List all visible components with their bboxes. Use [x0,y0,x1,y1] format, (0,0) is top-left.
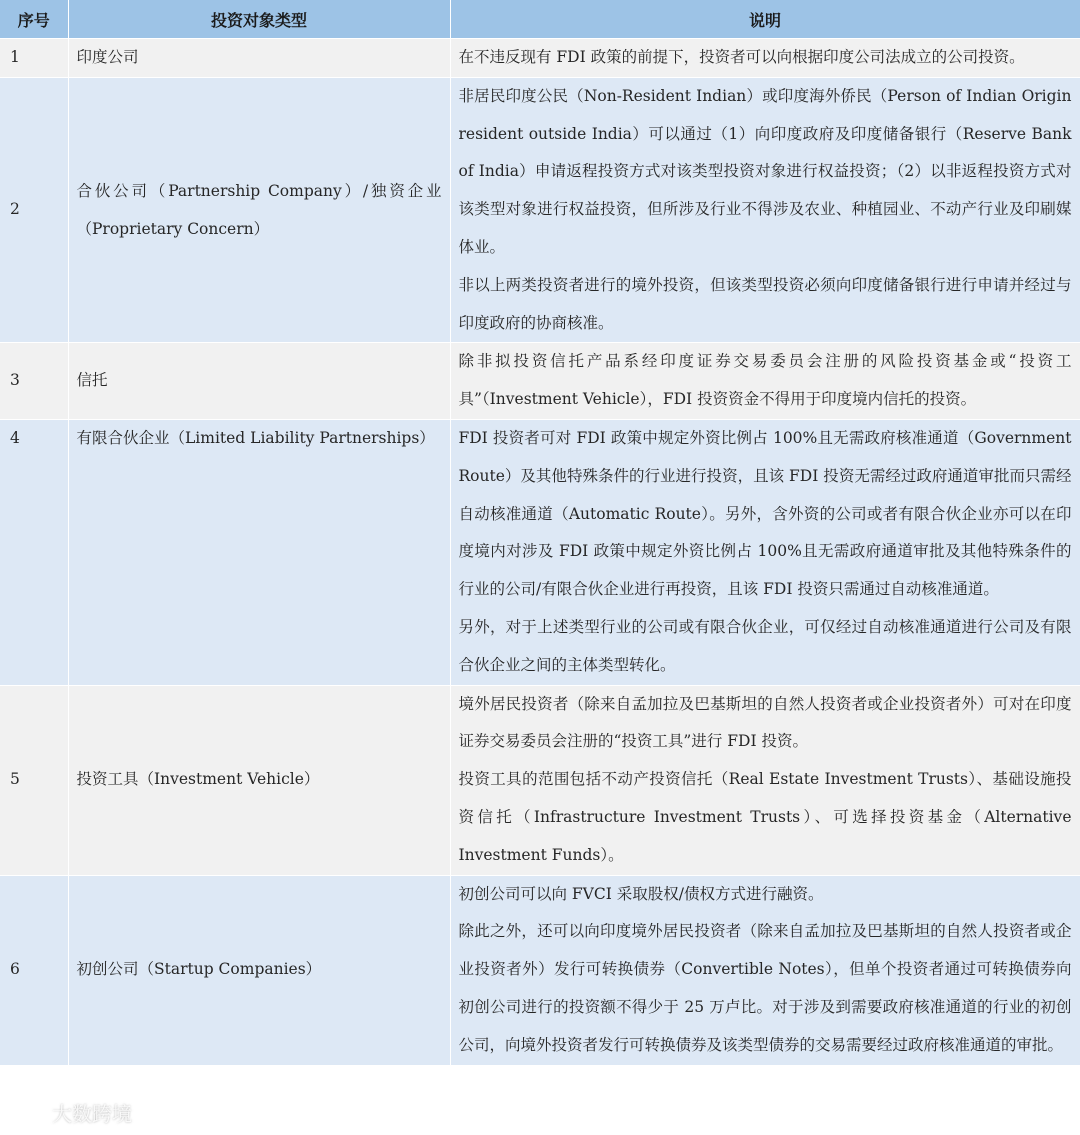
description-paragraph: 除此之外，还可以向印度境外居民投资者（除来自孟加拉及巴基斯坦的自然人投资者或企业投资者外）发行可转换债券（Convertible Notes），但单个投资者通过可转换债券向初创公司进行的投资额不得少于 25 万卢比。对于涉及到需要政府核准通道的行业的初创公司，向境外投资者发行可转换债券及该类型债券的交易需要经过政府核准通道的审批。 [458,922,1072,1054]
row-index: 5 [0,685,68,875]
table-row [0,77,1080,343]
row-index: 1 [0,39,68,78]
description-paragraph: 在不违反现有 FDI 政策的前提下，投资者可以向根据印度公司法成立的公司投资。 [458,48,1025,66]
row-type: 初创公司（Startup Companies） [68,875,450,1064]
table-header-row [0,0,1080,39]
row-description [450,39,1080,78]
description-paragraph: 非以上两类投资者进行的境外投资，但该类型投资必须向印度储备银行进行申请并经过与印度政府的协商核准。 [458,275,1072,332]
row-index: 6 [0,875,68,1064]
description-paragraph: 非居民印度公民（Non-Resident Indian）或印度海外侨民（Person of Indian Origin resident outside India）可以通过（1）向印度政府及印度储备银行（Reserve Bank of India）申请返程投资方式对该类型投资对象进行权益投资；（2）以非返程投资方式对该类型对象进行权益投资，但所涉及行业不得涉及农业、种植园业、不动产行业及印刷媒体业。 [458,86,1072,256]
header-index: 序号 [0,0,68,39]
watermark-logo-icon [8,1098,48,1127]
description-paragraph: 境外居民投资者（除来自孟加拉及巴基斯坦的自然人投资者或企业投资者外）可对在印度证券交易委员会注册的“投资工具”进行 FDI 投资。 [458,694,1072,751]
row-description [450,875,1080,1064]
description-paragraph: FDI 投资者可对 FDI 政策中规定外资比例占 100%且无需政府核准通道（Government Route）及其他特殊条件的行业进行投资，且该 FDI 投资无需经过政府通道审批而只需经自动核准通道（Automatic Route）。另外，含外资的公司或者有限合伙企业亦可以在印度境内对涉及 FDI 政策中规定外资比例占 100%且无需政府通道审批及其他特殊条件的行业的公司/有限合伙企业进行再投资，且该 FDI 投资只需通过自动核准通道。 [458,428,1072,599]
watermark [8,1098,132,1127]
row-description [450,77,1080,343]
row-index: 2 [0,77,68,343]
table-row [0,875,1080,1064]
row-type: 合伙公司（Partnership Company）/独资企业（Proprietary Concern） [68,77,450,343]
description-paragraph: 初创公司可以向 FVCI 采取股权/债权方式进行融资。 [458,884,824,903]
row-type: 有限合伙企业（Limited Liability Partnerships） [68,419,450,685]
row-description [450,419,1080,685]
watermark-text: 大数跨境 [52,1102,132,1126]
row-description [450,343,1080,420]
description-paragraph: 除非拟投资信托产品系经印度证券交易委员会注册的风险投资基金或“投资工具”（Investment Vehicle），FDI 投资资金不得用于印度境内信托的投资。 [458,352,1072,409]
description-paragraph: 投资工具的范围包括不动产投资信托（Real Estate Investment Trusts）、基础设施投资信托（Infrastructure Investment Trusts）、可选择投资基金（Alternative Investment Funds）。 [458,770,1072,864]
row-description [450,685,1080,875]
table-row [0,419,1080,685]
row-index: 3 [0,343,68,420]
row-type: 投资工具（Investment Vehicle） [68,685,450,875]
row-type: 印度公司 [68,39,450,78]
row-type: 信托 [68,343,450,420]
table-row [0,685,1080,875]
table-row [0,39,1080,78]
header-description: 说明 [450,0,1080,39]
row-index: 4 [0,419,68,685]
description-paragraph: 另外，对于上述类型行业的公司或有限合伙企业，可仅经过自动核准通道进行公司及有限合伙企业之间的主体类型转化。 [458,617,1072,674]
table-row [0,343,1080,420]
header-type: 投资对象类型 [68,0,450,39]
